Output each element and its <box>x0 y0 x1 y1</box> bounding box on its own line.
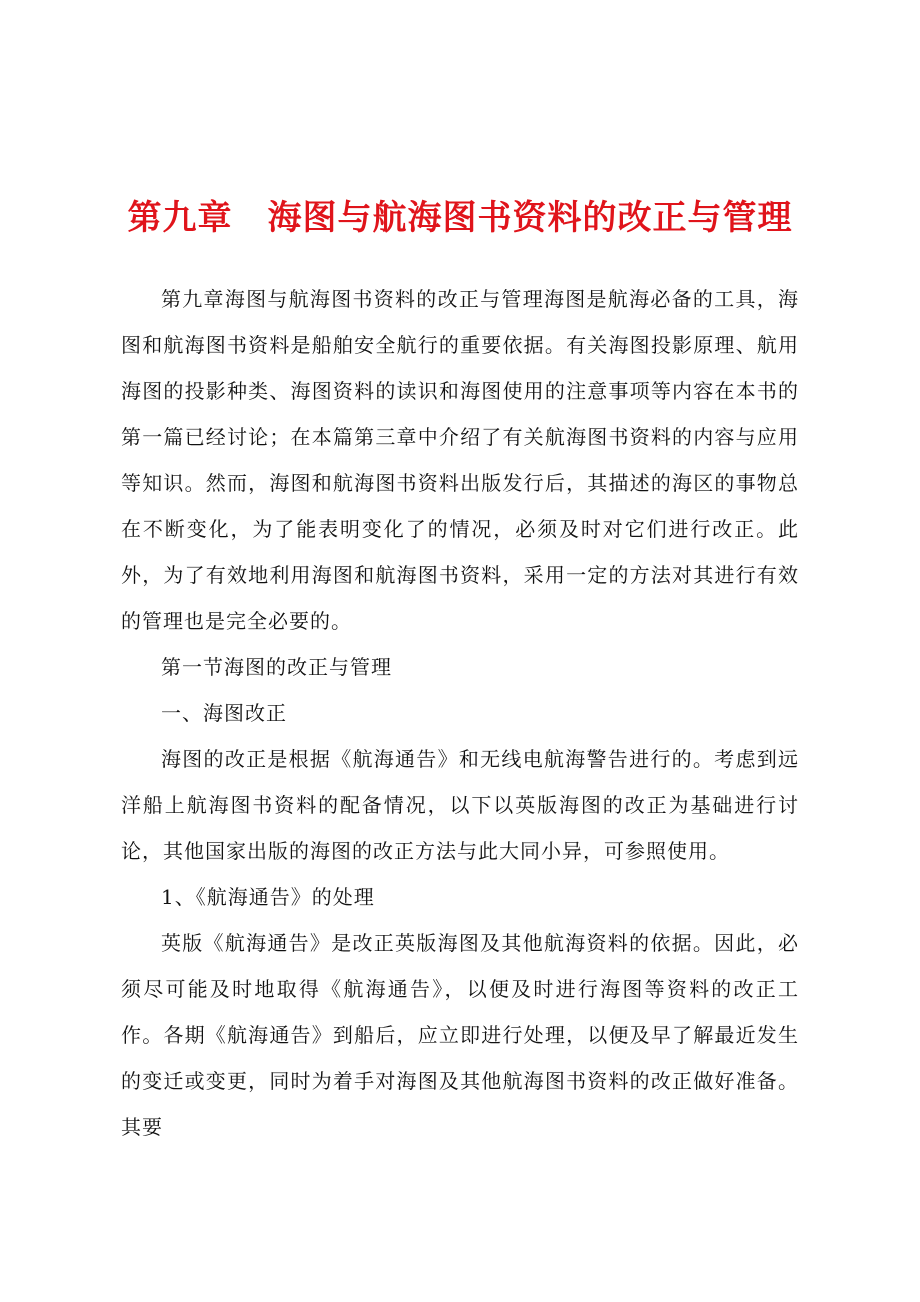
notices-heading: 1、《航海通告》的处理 <box>161 885 375 909</box>
notices-paragraph: 英版《航海通告》是改正英版海图及其他航海资料的依据。因此，必须尽可能及时地取得《航海通告》，以便及时进行海图等资料的改正工作。各期《航海通告》到船后，应立即进行处理，以便及早了解最近发生的变迁或变更，同时为着手对海图及其他航海图书资料的改正做好准备。其要 <box>121 931 799 1139</box>
intro-paragraph: 第九章海图与航海图书资料的改正与管理海图是航海必备的工具，海图和航海图书资料是船舶安全航行的重要依据。有关海图投影原理、航用海图的投影种类、海图资料的读识和海图使用的注意事项等内容在本书的第一篇已经讨论；在本篇第三章中介绍了有关航海图书资料的内容与应用等知识。然而，海图和航海图书资料出版发行后，其描述的海区的事物总在不断变化，为了能表明变化了的情况，必须及时对它们进行改正。此外，为了有效地利用海图和航海图书资料，采用一定的方法对其进行有效的管理也是完全必要的。 <box>121 287 799 633</box>
subsection-heading: 一、海图改正 <box>161 701 287 725</box>
chapter-title: 第九章 海图与航海图书资料的改正与管理 <box>127 198 793 238</box>
section-heading: 第一节海图的改正与管理 <box>161 655 392 679</box>
chart-correction-paragraph: 海图的改正是根据《航海通告》和无线电航海警告进行的。考虑到远洋船上航海图书资料的配备情况，以下以英版海图的改正为基础进行讨论，其他国家出版的海图的改正方法与此大同小异，可参照使用。 <box>121 747 799 863</box>
body-text <box>121 276 799 1150</box>
